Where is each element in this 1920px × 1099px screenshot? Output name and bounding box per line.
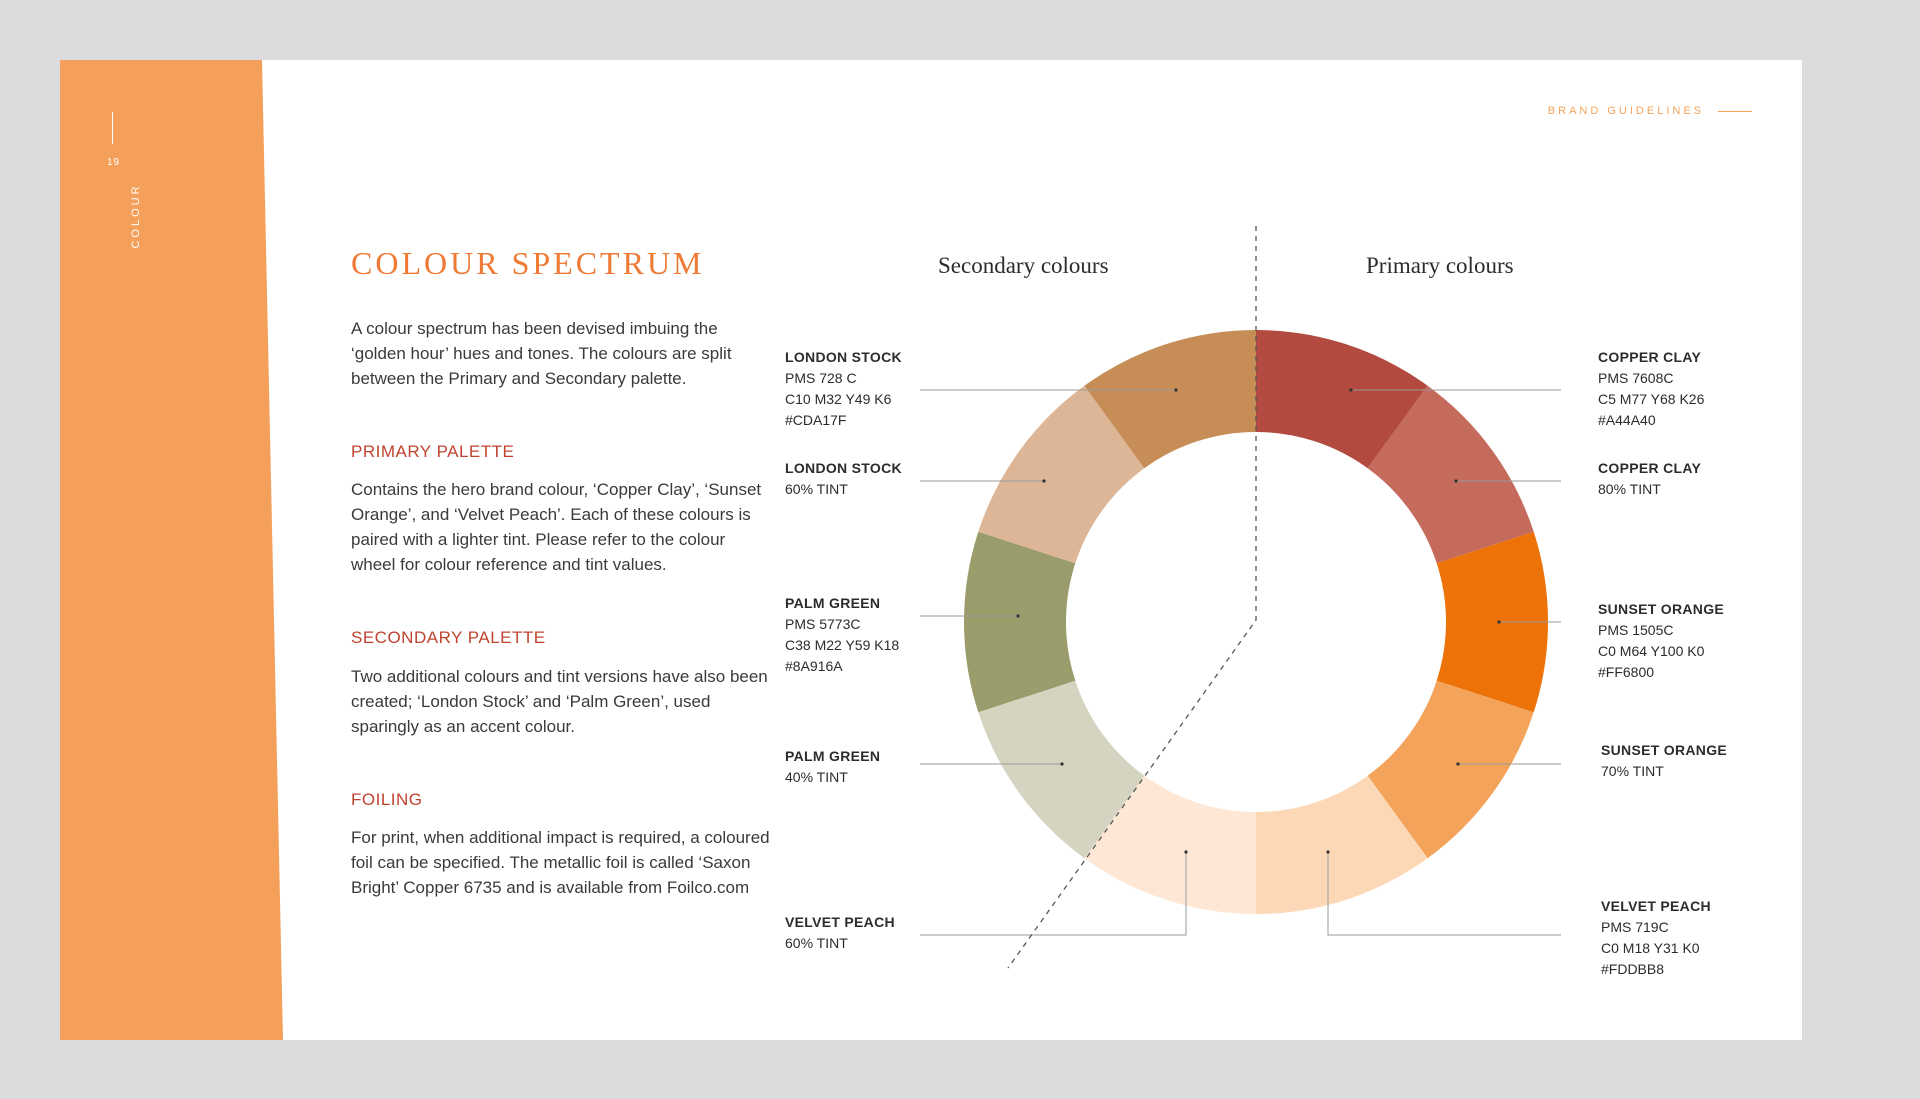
page-number: 19 bbox=[107, 157, 121, 168]
label-palm-green-tint: PALM GREEN 40% TINT bbox=[785, 748, 881, 785]
primary-palette-heading: PRIMARY PALETTE bbox=[351, 442, 515, 461]
label-velvet-peach-tint: VELVET PEACH 60% TINT bbox=[785, 914, 895, 951]
label-copper-clay-tint: COPPER CLAY 80% TINT bbox=[1598, 460, 1702, 497]
label-copper-clay: COPPER CLAY PMS 7608C C5 M77 Y68 K26 #A44A40 bbox=[1598, 349, 1705, 428]
brand-guidelines-page bbox=[60, 60, 1802, 1040]
secondary-palette-heading: SECONDARY PALETTE bbox=[351, 628, 546, 647]
colour-wheel bbox=[60, 60, 1802, 1040]
intro-paragraph: A colour spectrum has been devised imbuing the ‘golden hour’ hues and tones. The colours are split between the Primary and Secondary palette. bbox=[351, 319, 732, 388]
header-label: BRAND GUIDELINES bbox=[1547, 105, 1704, 117]
wheel-segment bbox=[964, 532, 1075, 712]
label-velvet-peach: VELVET PEACH PMS 719C C0 M18 Y31 K0 #FDDBB8 bbox=[1601, 898, 1711, 977]
page-title: COLOUR SPECTRUM bbox=[351, 245, 705, 281]
foiling-text: For print, when additional impact is required, a coloured foil can be specified. The metallic foil is called ‘Saxon Bright’ Copper 6735 and is available from Foilco.com bbox=[351, 828, 770, 897]
primary-palette-text: Contains the hero brand colour, ‘Copper Clay’, ‘Sunset Orange’, and ‘Velvet Peach’. Each of these colours is paired with a lighter tint. Please refer to the colour wheel for colour reference and tint values. bbox=[351, 480, 762, 574]
label-london-stock: LONDON STOCK PMS 728 C C10 M32 Y49 K6 #CDA17F bbox=[785, 349, 902, 428]
label-palm-green: PALM GREEN PMS 5773C C38 M22 Y59 K18 #8A916A bbox=[785, 595, 900, 674]
label-sunset-orange-tint: SUNSET ORANGE 70% TINT bbox=[1601, 742, 1728, 779]
label-london-stock-tint: LONDON STOCK 60% TINT bbox=[785, 460, 902, 497]
section-label: COLOUR bbox=[130, 183, 142, 249]
secondary-palette-text: Two additional colours and tint versions have also been created; ‘London Stock’ and ‘Palm Green’, used sparingly as an accent colour. bbox=[351, 667, 768, 736]
primary-colours-title: Primary colours bbox=[1366, 253, 1514, 278]
label-sunset-orange: SUNSET ORANGE PMS 1505C C0 M64 Y100 K0 #FF6800 bbox=[1598, 601, 1725, 680]
foiling-heading: FOILING bbox=[351, 790, 423, 809]
secondary-colours-title: Secondary colours bbox=[938, 253, 1109, 278]
